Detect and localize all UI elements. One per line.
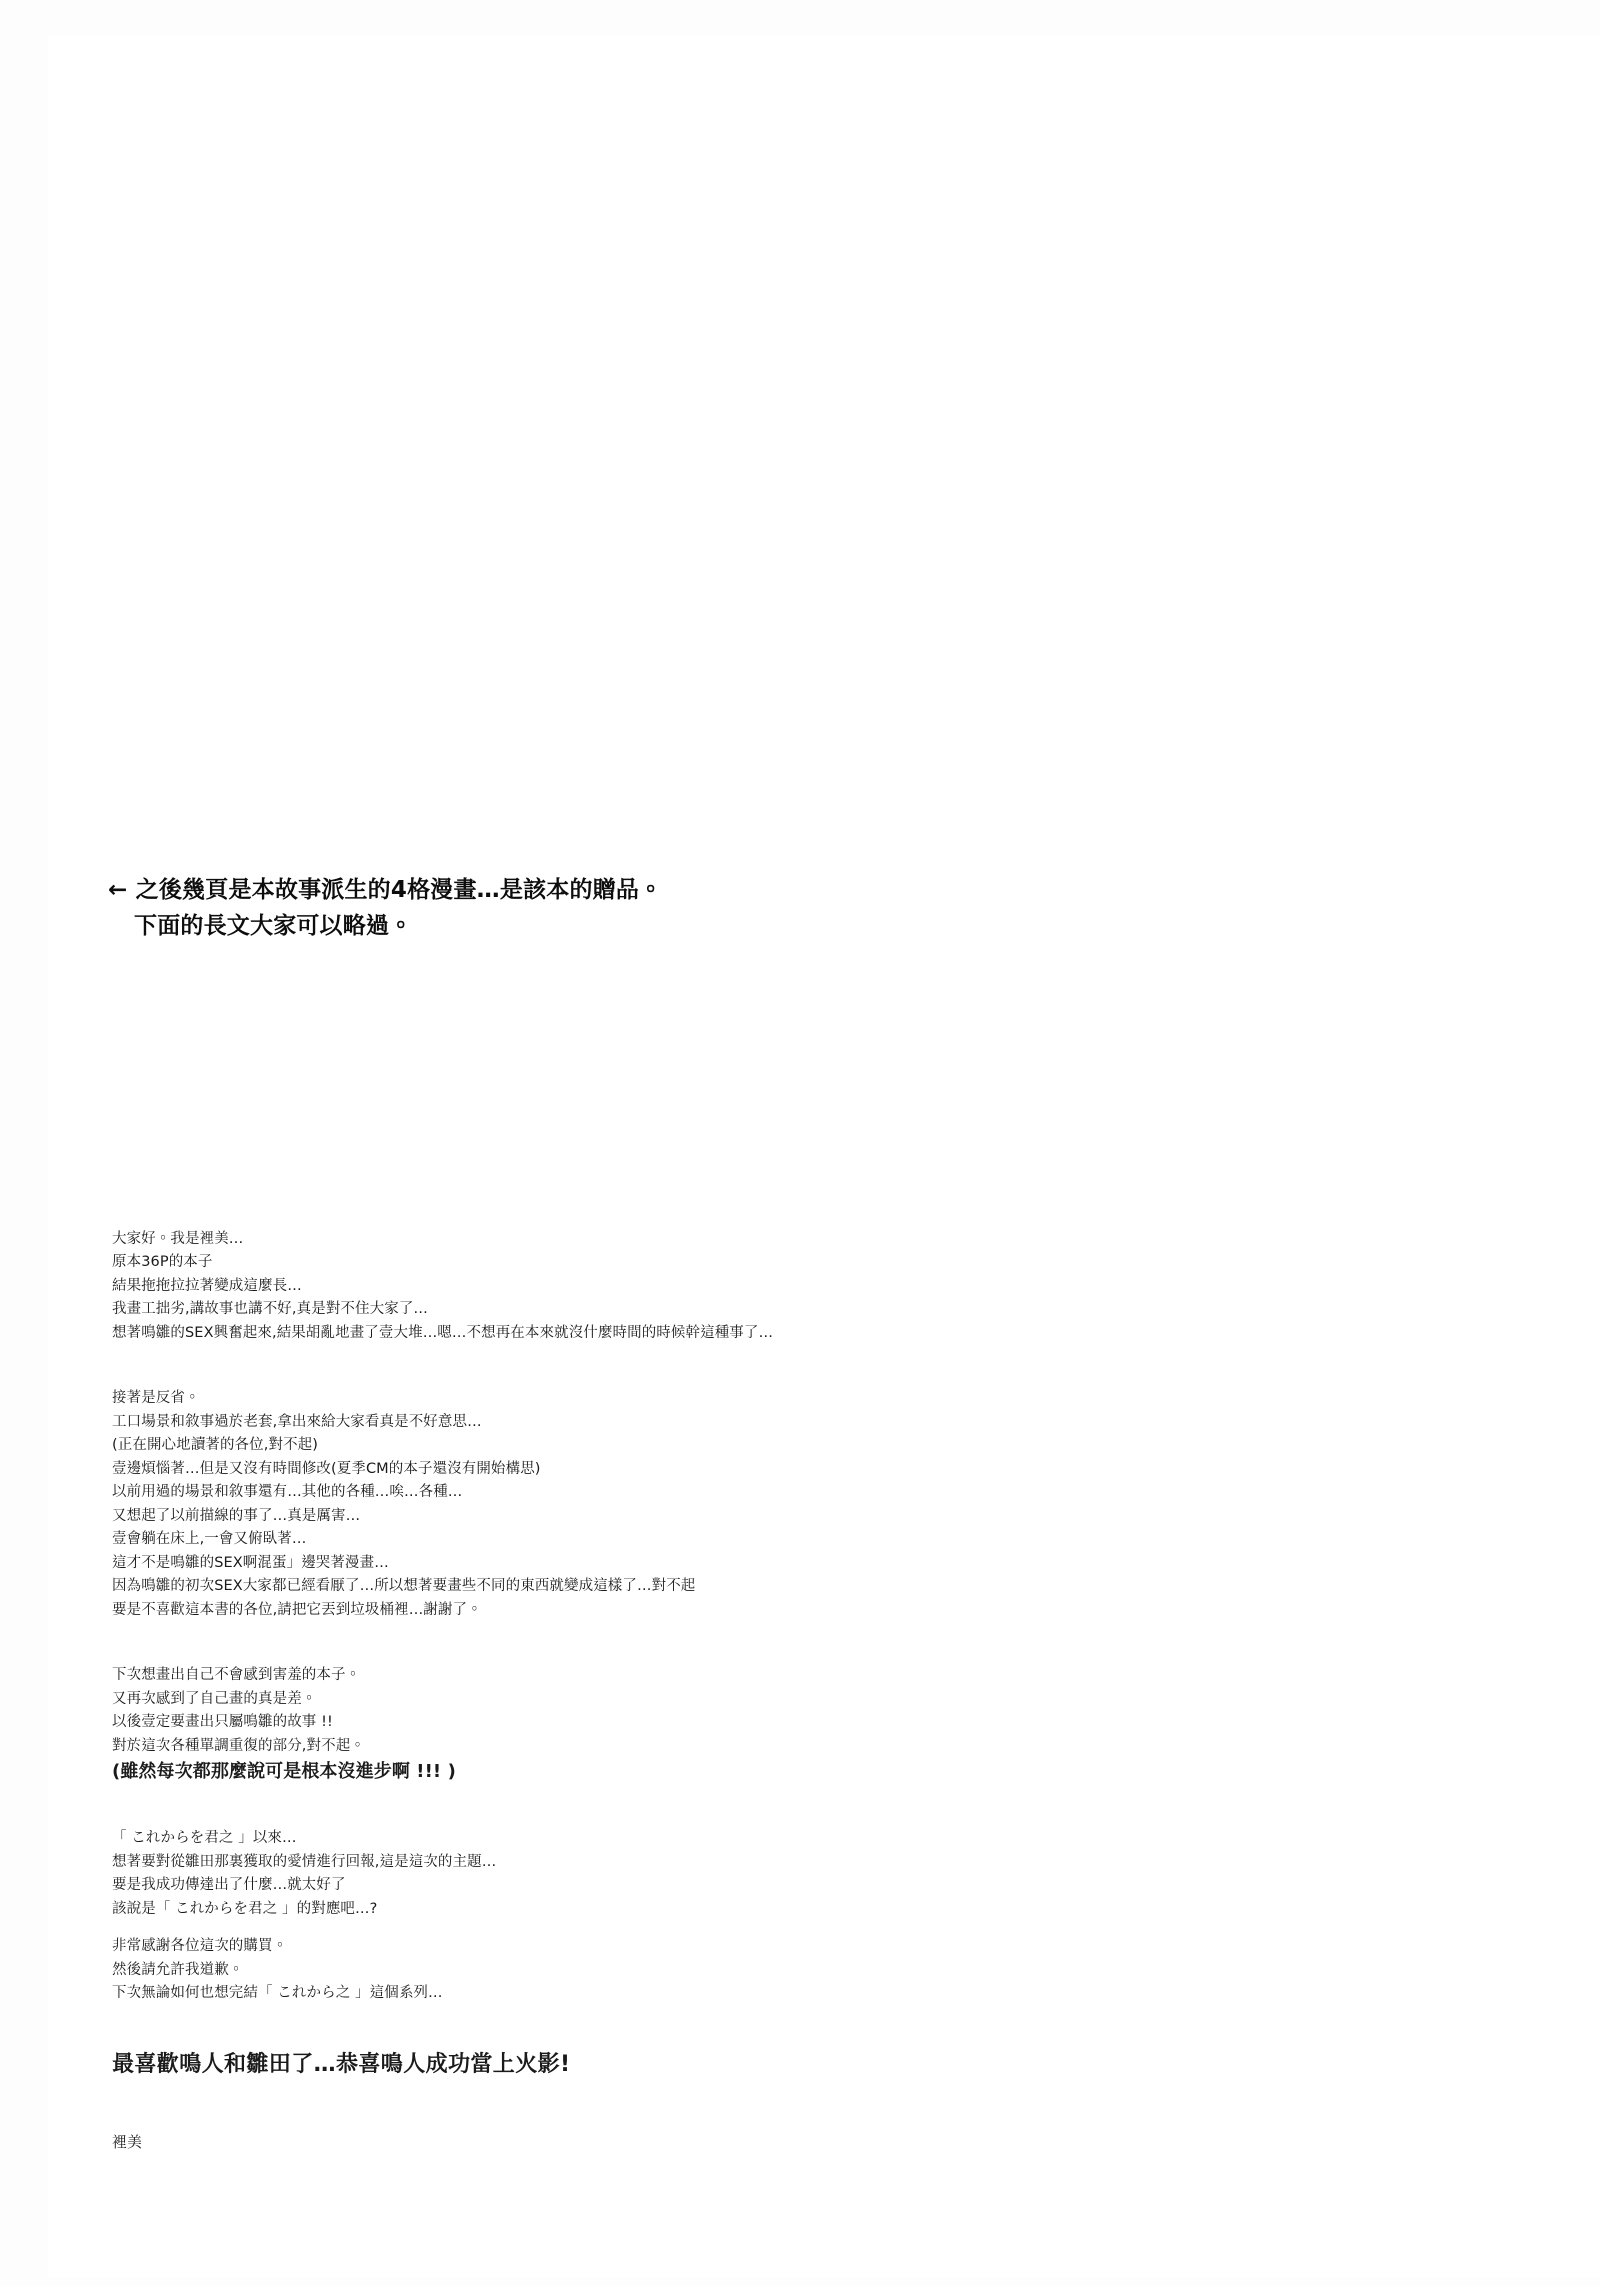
afterword-thanks-line-2: 然後請允許我道歉。 [112,1961,244,1978]
afterword-reflection-line-4: 壹邊煩惱著…但是又沒有時間修改(夏季CM的本子還沒有開始構思) [112,1460,541,1477]
afterword-theme-line-3: 要是我成功傳達出了什麼…就太好了 [112,1877,346,1894]
afterword-reflection-line-7: 壹會躺在床上,一會又俯臥著… [112,1531,307,1548]
afterword-intro-block [112,1228,1432,1345]
afterword-resolution-emphasis: (雖然每次都那麼說可是根本沒進步啊 !!! ) [112,1761,456,1783]
spacer-after-reflection [112,1622,1432,1664]
afterword-intro-line-3: 結果拖拖拉拉著變成這麼長… [112,1277,302,1294]
afterword-theme-block [112,1827,1432,1921]
afterword-thanks-line-3: 下次無論如何也想完結「 これから之 」這個系列… [112,1985,443,2002]
spacer-after-resolution [112,1785,1432,1827]
afterword-resolution-line-4: 對於這次各種單調重復的部分,對不起。 [112,1737,365,1754]
afterword-reflection-line-6: 又想起了以前描線的事了…真是厲害… [112,1507,361,1524]
afterword [112,1228,1432,2153]
afterword-reflection-block [112,1387,1432,1622]
headline-note [108,872,1308,945]
afterword-intro-line-1: 大家好。我是裡美… [112,1231,244,1247]
afterword-signature: 裡美 [112,2132,143,2151]
afterword-intro-line-5: 想著鳴雛的SEX興奮起來,結果胡亂地畫了壹大堆…嗯…不想再在本來就沒什麼時間的時候幹這種事了… [112,1324,774,1341]
afterword-theme-line-1: 「 これからを君之 」以來… [112,1830,297,1847]
afterword-intro-line-4: 我畫工拙劣,講故事也講不好,真是對不住大家了… [112,1301,429,1318]
afterword-resolution-line-3: 以後壹定要畫出只屬鳴雛的故事 !! [112,1714,333,1731]
spacer-before-signature [112,2081,1432,2131]
afterword-resolution-line-2: 又再次感到了自己畫的真是差。 [112,1690,317,1707]
afterword-thanks-line-1: 非常感謝各位這次的購買。 [112,1938,288,1955]
afterword-resolution-emphasis-block [112,1758,1432,1785]
afterword-intro-line-2: 原本36P的本子 [112,1254,213,1271]
afterword-reflection-line-1: 接著是反省。 [112,1390,200,1407]
afterword-reflection-line-10: 要是不喜歡這本書的各位,請把它丟到垃圾桶裡…謝謝了。 [112,1601,482,1618]
afterword-thanks-block [112,1935,1432,2005]
afterword-closing-line: 最喜歡鳴人和雛田了…恭喜鳴人成功當上火影! [112,2051,571,2077]
spacer-before-closing [112,2006,1432,2048]
headline-note-line-1: ← 之後幾頁是本故事派生的4格漫畫…是該本的贈品。 [108,877,663,903]
afterword-reflection-line-5: 以前用過的場景和敘事還有…其他的各種…唉…各種… [112,1484,463,1501]
afterword-reflection-line-2: 工口場景和敘事過於老套,拿出來給大家看真是不好意思… [112,1413,482,1430]
afterword-theme-line-4: 該說是「 これからを君之 」的對應吧…? [112,1900,378,1917]
afterword-closing-block [112,2048,1432,2081]
afterword-reflection-line-8: 這才不是鳴雛的SEX啊混蛋」邊哭著漫畫… [112,1554,389,1571]
afterword-theme-line-2: 想著要對從雛田那裏獲取的愛情進行回報,這是這次的主題… [112,1853,497,1870]
afterword-resolution-line-1: 下次想畫出自己不會感到害羞的本子。 [112,1667,361,1684]
afterword-resolution-block [112,1664,1432,1758]
spacer-after-theme [112,1921,1432,1935]
spacer-after-intro [112,1345,1432,1387]
afterword-reflection-line-3: (正在開心地讀著的各位,對不起) [112,1437,319,1454]
headline-note-line-2: 下面的長文大家可以略過。 [134,913,413,940]
afterword-reflection-line-9: 因為鳴雛的初次SEX大家都已經看厭了…所以想著要畫些不同的東西就變成這樣了…對不起 [112,1578,696,1595]
